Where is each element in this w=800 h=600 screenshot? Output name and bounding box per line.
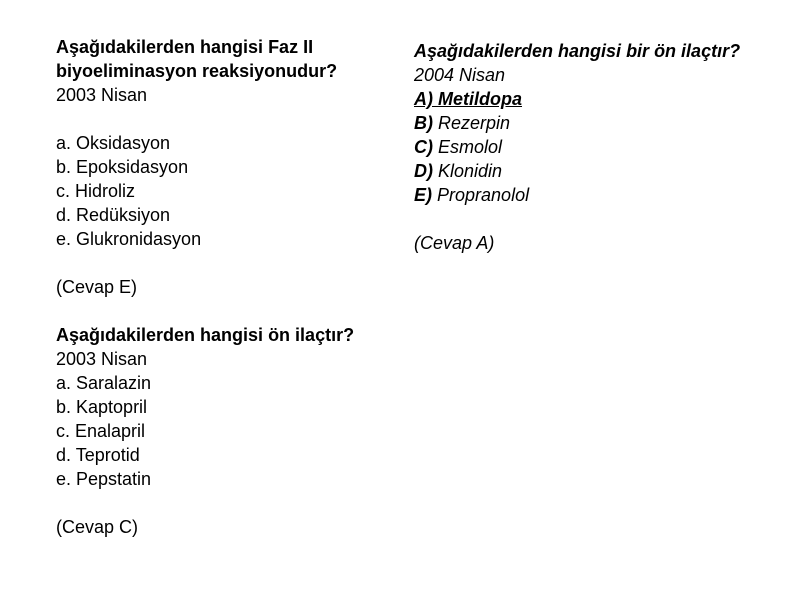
answer-text: (Cevap A): [414, 233, 495, 253]
option-a: a. Oksidasyon: [56, 133, 171, 153]
option-c: [414, 135, 744, 159]
question-block-3: [414, 39, 744, 255]
question-date: 2003 Nisan: [56, 349, 148, 369]
option-a-correct: [414, 87, 744, 111]
option-letter: D): [414, 161, 433, 181]
spacer: [56, 251, 386, 275]
question-block-1: [56, 35, 386, 299]
option-e: [414, 183, 744, 207]
spacer: [414, 207, 744, 231]
option-c: c. Enalapril: [56, 421, 146, 441]
option-e: e. Glukronidasyon: [56, 229, 202, 249]
option-letter: A): [414, 89, 433, 109]
option-letter: E): [414, 185, 432, 205]
option-letter: C): [414, 137, 433, 157]
option-b: b. Epoksidasyon: [56, 157, 189, 177]
answer-text: (Cevap C): [56, 517, 139, 537]
option-text: Esmolol: [438, 137, 503, 157]
question-date: 2003 Nisan: [56, 85, 148, 105]
spacer: [56, 491, 386, 515]
option-text: Propranolol: [437, 185, 530, 205]
option-d: [414, 159, 744, 183]
question-block-2: [56, 323, 386, 539]
option-b: [414, 111, 744, 135]
option-letter: B): [414, 113, 433, 133]
question-title: Aşağıdakilerden hangisi bir ön ilaçtır?: [414, 41, 741, 61]
answer-text: (Cevap E): [56, 277, 138, 297]
left-column: [56, 35, 386, 539]
option-d: d. Teprotid: [56, 445, 140, 465]
option-d: d. Redüksiyon: [56, 205, 171, 225]
question-date: 2004 Nisan: [414, 65, 506, 85]
option-text: Rezerpin: [438, 113, 511, 133]
option-a: a. Saralazin: [56, 373, 152, 393]
option-text: Metildopa: [438, 89, 523, 109]
right-column: [414, 39, 744, 255]
spacer: [56, 107, 386, 131]
option-b: b. Kaptopril: [56, 397, 148, 417]
option-text: Klonidin: [438, 161, 503, 181]
question-title: Aşağıdakilerden hangisi Faz II biyoeliminasyon reaksiyonudur?: [56, 37, 338, 81]
option-e: e. Pepstatin: [56, 469, 152, 489]
spacer: [56, 299, 386, 323]
question-title: Aşağıdakilerden hangisi ön ilaçtır?: [56, 325, 355, 345]
option-c: c. Hidroliz: [56, 181, 136, 201]
